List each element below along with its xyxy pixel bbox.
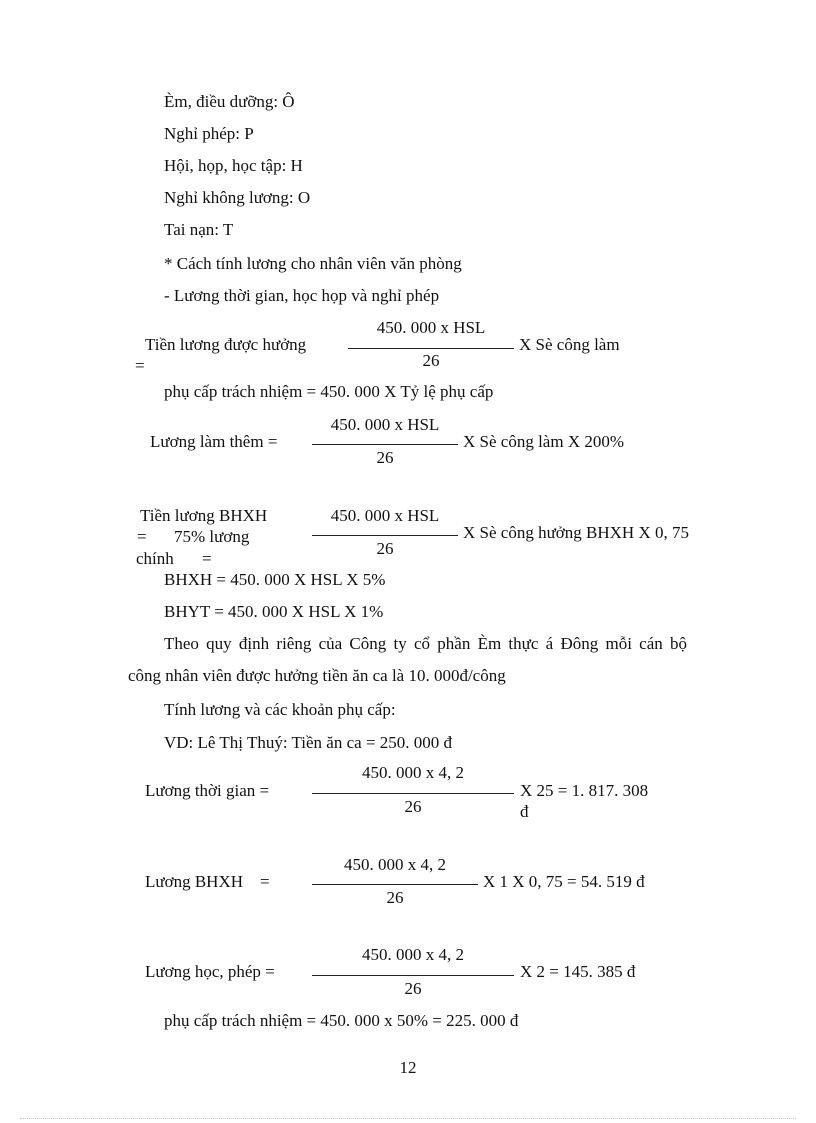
formula2-numerator: 450. 000 x HSL [330, 415, 440, 434]
bhxh-line: BHXH = 450. 000 X HSL X 5% [164, 570, 386, 589]
formula3-label: 75% lương [174, 527, 250, 546]
calc-title: Tính lương và các khoản phụ cấp: [164, 700, 396, 719]
fraction-bar [312, 975, 514, 976]
calc1-label: Lương thời gian = [145, 781, 270, 800]
fraction-bar [312, 444, 458, 445]
subsection-title: - Lương thời gian, học họp và nghỉ phép [164, 286, 440, 305]
paragraph-line: công nhân viên được hưởng tiền ăn ca là 10. 000đ/công [128, 666, 506, 685]
formula1-denominator: 26 [422, 351, 440, 370]
calc2-label: Lương BHXH = [145, 872, 270, 891]
formula1-label: Tiền lương được hưởng [145, 335, 307, 354]
code-line: Nghỉ không lương: O [164, 188, 311, 207]
calc1-denominator: 26 [404, 797, 422, 816]
calc2-denominator: 26 [386, 888, 404, 907]
calc3-denominator: 26 [404, 979, 422, 998]
code-line: Tai nạn: T [164, 220, 234, 239]
fraction-bar [312, 884, 478, 885]
fraction-bar [348, 348, 514, 349]
calc2-numerator: 450. 000 x 4, 2 [344, 855, 446, 874]
calc2-suffix: X 1 X 0, 75 = 54. 519 đ [483, 872, 645, 891]
formula2-label: Lương làm thêm = [150, 432, 278, 451]
fraction-bar [312, 535, 458, 536]
page-edge-divider [20, 1118, 796, 1119]
section-title: * Cách tính lương cho nhân viên văn phòng [164, 254, 462, 273]
formula3-denominator: 26 [376, 539, 394, 558]
calc3-label: Lương học, phép = [145, 962, 275, 981]
formula1-numerator: 450. 000 x HSL [376, 318, 486, 337]
final-line: phụ cấp trách nhiệm = 450. 000 x 50% = 225. 000 đ [164, 1011, 519, 1030]
calc3-numerator: 450. 000 x 4, 2 [362, 945, 464, 964]
formula2-denominator: 26 [376, 448, 394, 467]
formula3-label: chính [136, 549, 174, 568]
code-line: Èm, điều dưỡng: Ô [164, 92, 295, 111]
bhyt-line: BHYT = 450. 000 X HSL X 1% [164, 602, 384, 621]
paragraph-line: Theo quy định riêng của Công ty cổ phần Èm thực á Đông mỗi cán bộ [164, 634, 688, 653]
code-line: Hội, họp, học tập: H [164, 156, 303, 175]
formula3-numerator: 450. 000 x HSL [330, 506, 440, 525]
formula3-suffix: X Sè công hưởng BHXH X 0, 75 [463, 523, 689, 542]
example-line: VD: Lê Thị Thuý: Tiền ăn ca = 250. 000 đ [164, 733, 453, 752]
calc1-numerator: 450. 000 x 4, 2 [362, 763, 464, 782]
code-line: Nghỉ phép: P [164, 124, 254, 143]
calc3-suffix: X 2 = 145. 385 đ [520, 962, 636, 981]
calc1-unit: đ [520, 802, 529, 821]
formula2-suffix: X Sè công làm X 200% [463, 432, 625, 451]
formula3-eq: = [202, 549, 212, 568]
fraction-bar [312, 793, 514, 794]
calc1-suffix: X 25 = 1. 817. 308 [520, 781, 649, 800]
page-number: 12 [399, 1058, 417, 1077]
allowance-line: phụ cấp trách nhiệm = 450. 000 X Tỷ lệ phụ cấp [164, 382, 494, 401]
formula1-eq: = [135, 356, 145, 375]
formula3-eq: = [137, 527, 147, 546]
formula3-label: Tiền lương BHXH [140, 506, 268, 525]
formula1-suffix: X Sè công làm [519, 335, 620, 354]
